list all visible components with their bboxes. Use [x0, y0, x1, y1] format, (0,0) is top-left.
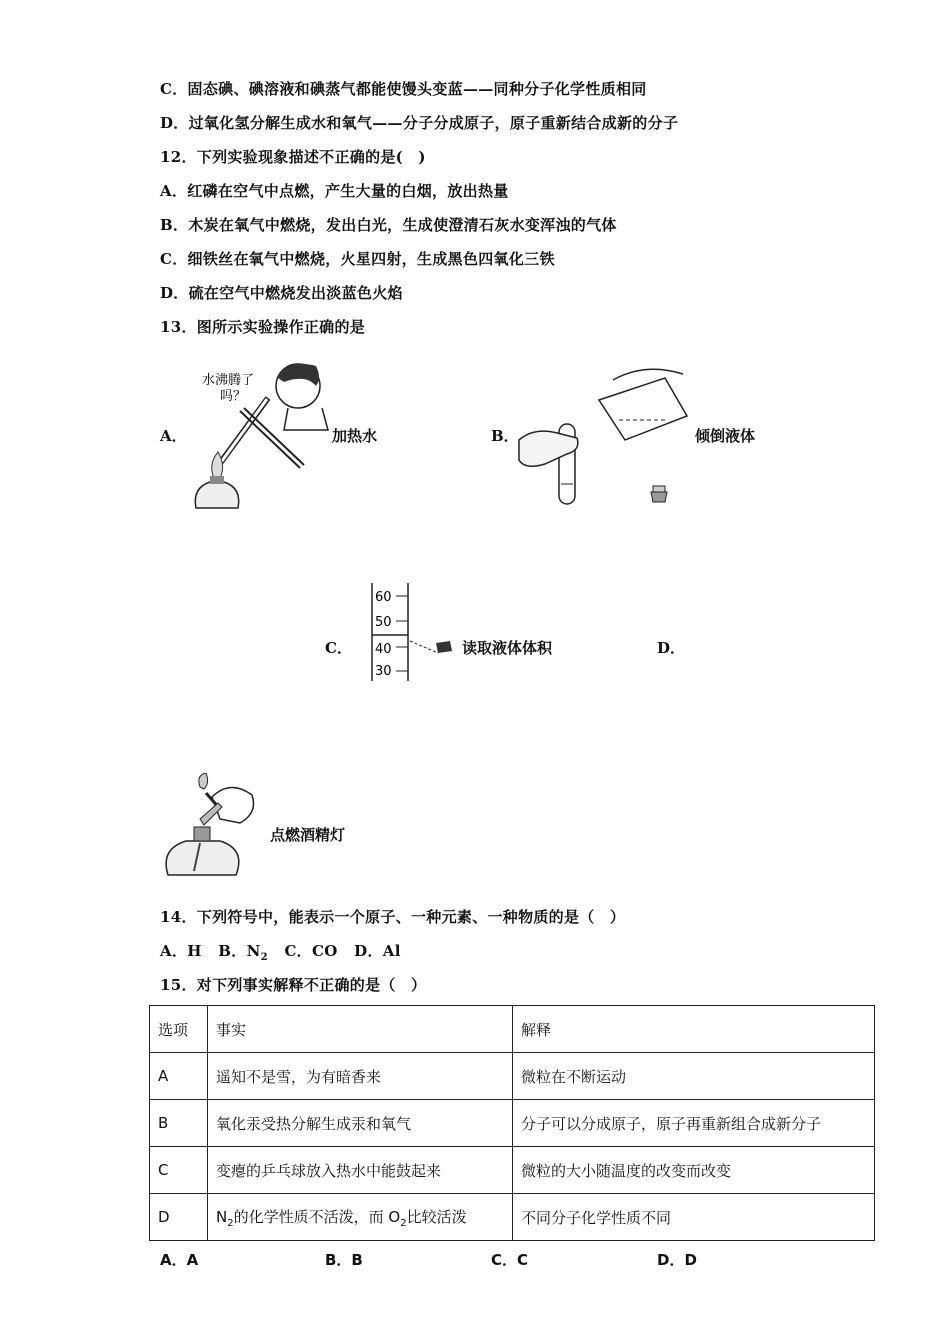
heating-water-illustration — [188, 356, 336, 516]
q13-b-caption: 倾倒液体 — [695, 427, 756, 445]
q14-option-d: D．Al — [354, 942, 401, 960]
q14-option-b: B．$N_2$ — [218, 942, 268, 963]
graduated-cylinder-illustration — [366, 583, 460, 683]
q14-option-c: C．CO — [284, 942, 338, 960]
speech-line-1: 水沸腾了 — [202, 373, 255, 388]
lighting-alcohol-lamp-illustration — [160, 773, 270, 881]
q12-stem: 12．下列实验现象描述不正确的是( ) — [160, 148, 426, 166]
table-row: A 遥知不是雪，为有暗香来 微粒在不断运动 — [150, 1053, 875, 1100]
table-row: D $N_2$的化学性质不活泼，而 $O_2$比较活泼 不同分子化学性质不同 — [150, 1194, 875, 1241]
q13-a-caption: 加热水 — [332, 427, 378, 445]
q15-answer-b: B．B — [325, 1251, 363, 1269]
header-fact: 事实 — [208, 1006, 513, 1053]
q11-option-c: C．固态碘、碘溶液和碘蒸气都能使馒头变蓝——同种分子化学性质相同 — [160, 80, 647, 98]
q13-c-letter: C． — [325, 639, 352, 657]
q12-option-a: A．红磷在空气中点燃，产生大量的白烟，放出热量 — [160, 182, 509, 200]
header-explanation: 解释 — [513, 1006, 875, 1053]
q15-stem: 15．对下列事实解释不正确的是（ ） — [160, 976, 427, 994]
q13-a-letter: A． — [160, 427, 187, 445]
table-row: B 氧化汞受热分解生成汞和氧气 分子可以分成原子，原子再重新组合成新分子 — [150, 1100, 875, 1147]
q13-b-letter: B． — [491, 427, 519, 445]
q12-option-c: C．细铁丝在氧气中燃烧，火星四射，生成黑色四氧化三铁 — [160, 250, 555, 268]
q14-stem: 14．下列符号中，能表示一个原子、一种元素、一种物质的是（ ） — [160, 908, 626, 926]
tick-50: 50 — [375, 615, 392, 630]
table-row: C 变瘪的乒乓球放入热水中能鼓起来 微粒的大小随温度的改变而改变 — [150, 1147, 875, 1194]
pouring-liquid-illustration — [515, 360, 695, 510]
q15-table — [149, 1005, 875, 1241]
q13-d-letter: D． — [657, 639, 686, 657]
q13-d-caption: 点燃酒精灯 — [270, 826, 346, 844]
table-header-row — [150, 1006, 875, 1053]
q15-answer-c: C．C — [491, 1251, 529, 1269]
q13-stem: 13．图所示实验操作正确的是 — [160, 318, 366, 336]
q13-c-caption: 读取液体体积 — [462, 639, 553, 657]
tick-30: 30 — [375, 664, 392, 679]
tick-60: 60 — [375, 590, 392, 605]
q12-option-d: D．硫在空气中燃烧发出淡蓝色火焰 — [160, 284, 403, 302]
q14-options — [160, 940, 401, 963]
header-option: 选项 — [150, 1006, 208, 1053]
tick-40: 40 — [375, 642, 392, 657]
q15-answer-a: A．A — [160, 1251, 199, 1269]
speech-line-2: 吗？ — [220, 389, 247, 404]
q11-option-d: D．过氧化氢分解生成水和氧气——分子分成原子，原子重新结合成新的分子 — [160, 114, 679, 132]
q15-answer-d: D．D — [657, 1251, 697, 1269]
q12-option-b: B．木炭在氧气中燃烧，发出白光，生成使澄清石灰水变浑浊的气体 — [160, 216, 617, 234]
q14-option-a: A．H — [160, 942, 202, 960]
